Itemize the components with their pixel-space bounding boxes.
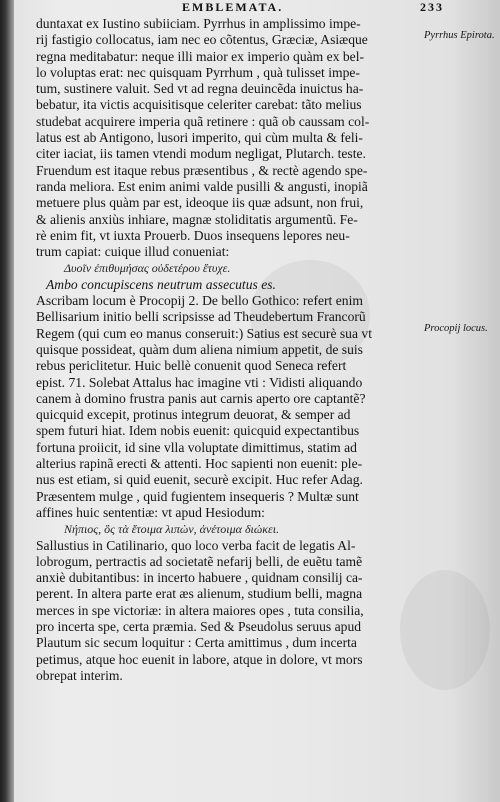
text-line: Regem (qui cum eo manus conseruit:) Satius est securè sua vt [36,325,372,341]
page-number: 233 [420,0,444,14]
text-line: petimus, atque hoc euenit in labore, atque in dolore, vt mors [36,651,363,667]
text-line: pro incerta spe, certa præmia. Sed & Pseudolus seruus apud [36,618,362,634]
text-line: trum capiat: cuique illud conueniat: [36,244,230,260]
text-line: duntaxat ex Iustino subiiciam. Pyrrhus in amplissimo impe- [36,16,361,31]
text-line: canem à domino frustra panis aut carnis aperto ore captantẽ? [36,390,366,406]
text-line: quicquid excepit, protinus integrum deuorat, & semper ad [36,407,351,423]
text-line: alterius rapinã erecti & attenti. Hoc sapienti non euenit: ple- [36,456,363,472]
text-line: metuere plus quàm par est, ideoque iis quæ adsunt, non frui, [36,195,364,211]
text-line: regna meditabatur: neque illi maior ex imperio quàm ex bel- [36,48,365,64]
text-line: latus est ab Antigono, lusori imperito, qui cùm multa & feli- [36,130,363,146]
text-line: rè enim fit, vt iuxta Prouerb. Duos insequens lepores neu- [36,227,350,243]
text-line: Sallustius in Catilinario, quo loco verba facit de legatis Al- [36,537,356,553]
latin-translation: Ambo concupiscens neutrum assecutus es. [46,276,276,292]
text-line: randa meliora. Est enim animi valde pusilli & angusti, inopiã [36,178,368,194]
text-line: merces in spe victoriæ: in altera maiores opes , tuta consilia, [36,602,364,618]
binding-gutter [0,0,14,802]
text-line: spem futuri hiat. Idem nobis euenit: quicquid expectantibus [36,423,360,439]
text-line: obrepat interim. [36,667,123,683]
margin-note: Pyrrhus Epirota. [424,30,495,41]
text-line: Præsentem mulge , quid fugientem insequeris ? Multæ sunt [36,488,359,504]
text-line: fortuna proiicit, id sine vlla voluptate dimittimus, statim ad [36,439,357,455]
text-line: Fruendum est itaque rebus præsentibus , & rectè agendo spe- [36,162,368,178]
text-line: rij fastigio collocatus, iam nec eo cõtentus, Græciæ, Asiæque [36,32,368,48]
text-line: affines huic sententiæ: vt apud Hesiodum: [36,504,265,520]
text-line: tum, sustinere valuit. Sed vt ad regna deuincẽda inuictus ha- [36,81,364,97]
running-header [158,0,478,14]
text-line: bebatur, ita victis acquisitisque celeriter carebat: tãto melius [36,97,362,113]
text-line: epist. 71. Solebat Attalus hac imagine vti : Vidisti aliquando [36,374,363,390]
text-line: rebus periclitetur. Huic bellè conuenit quod Seneca refert [36,358,347,374]
text-line: Plautum sic secum loquitur : Certa amittimus , dum incerta [36,635,357,651]
text-line: lobrogum, pertractis ad societatẽ nefarij belli, de euẽtu tamẽ [36,553,363,569]
text-line: Bellisarium initio belli scripsisse ad Theudebertum Francorũ [36,309,366,325]
text-line: & alienis anxiùs inhiare, magnæ stoliditatis argumentũ. Fe- [36,211,358,227]
running-title: EMBLEMATA. [182,0,284,14]
text-line: nus est etiam, si quid euenit, securè excipit. Huc refer Adag. [36,472,363,488]
greek-quote-hesiod: Νήπιος, ὃς τὰ ἕτοιμα λιπὼν, ἀνέτοιμα διώκει. [64,522,280,537]
text-line: anxiè dubitantibus: in incerto habuere , quidnam consilij ca- [36,570,363,586]
text-line: citer iaciat, iis tamen vtendi modum negligat, Plutarch. teste. [36,146,366,162]
text-line: studebat acquirere imperia quã retinere : quã ob caussam col- [36,113,370,129]
text-line: perent. In altera parte erat æs alienum, studium belli, magna [36,586,363,602]
text-line: quisque possideat, quàm dum aliena nimium appetit, de suis [36,341,363,357]
greek-proverb: Δυοῖν ἐπιθυμήσας οὐδετέρου ἔτυχε. [64,261,231,276]
text-line: lo voluptas erat: nec quisquam Pyrrhum , quà tulisset impe- [36,64,360,80]
margin-note: Procopij locus. [424,323,488,334]
text-line: Ascribam locum è Procopij 2. De bello Gothico: refert enim [36,293,363,309]
text-body [36,16,420,684]
